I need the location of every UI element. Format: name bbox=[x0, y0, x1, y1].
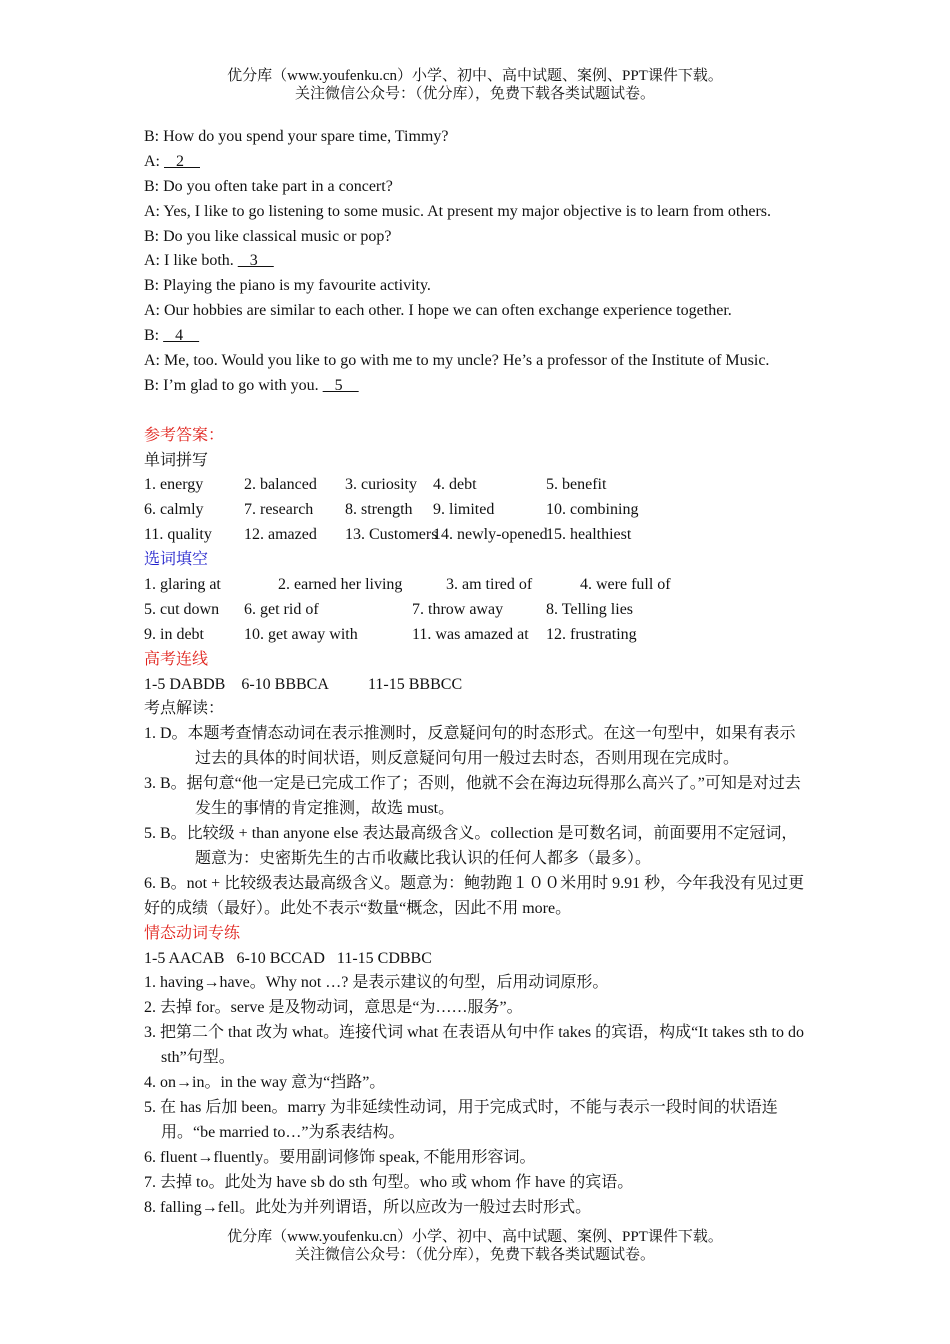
correction-item: 7. 去掉 to。此处为 have sb do sth 句型。who 或 whom 作 have 的宾语。 bbox=[144, 1173, 634, 1191]
speaker-label: A: bbox=[144, 202, 164, 220]
choice-row bbox=[144, 623, 810, 648]
dialogue-text: Playing the piano is my favourite activity. bbox=[163, 277, 431, 295]
dialogue-line bbox=[144, 349, 810, 374]
answer-blank: 3 bbox=[237, 252, 274, 270]
dialogue-line bbox=[144, 175, 810, 200]
spelling-answer: 13. Customers bbox=[345, 526, 438, 544]
choice-answer: 9. in debt bbox=[144, 625, 204, 643]
choice-answer: 12. frustrating bbox=[546, 625, 637, 643]
spelling-row bbox=[144, 523, 810, 548]
spelling-answer: 9. limited bbox=[433, 501, 495, 519]
choice-answer: 11. was amazed at bbox=[412, 625, 529, 643]
speaker-label: B: bbox=[144, 128, 164, 145]
speaker-label: B: bbox=[144, 376, 164, 394]
spelling-answer: 10. combining bbox=[546, 501, 639, 519]
header-line-1: 优分库（www.youfenku.cn）小学、初中、高中试题、案例、PPT课件下载。 bbox=[227, 68, 723, 84]
answer-blank: 4 bbox=[163, 327, 200, 345]
spelling-answer: 3. curiosity bbox=[345, 476, 417, 494]
gaokao-title: 高考连线 bbox=[144, 650, 209, 668]
speaker-label: A: bbox=[144, 352, 164, 370]
choice-row bbox=[144, 598, 810, 623]
corrections-list bbox=[144, 971, 810, 1220]
modal-answers: 1-5 AACAB 6-10 BCCAD 11-15 CDBBC bbox=[144, 949, 432, 967]
spelling-answer: 12. amazed bbox=[244, 526, 317, 544]
analysis-title: 考点解读： bbox=[144, 700, 225, 718]
dialogue-line bbox=[144, 200, 810, 225]
speaker-label: B: bbox=[144, 277, 164, 295]
page-footer bbox=[0, 1228, 950, 1264]
answers-title: 参考答案： bbox=[144, 426, 225, 444]
spelling-answer: 2. balanced bbox=[244, 476, 317, 494]
analysis-list bbox=[144, 722, 810, 871]
correction-item: 2. 去掉 for。serve 是及物动词，意思是“为……服务”。 bbox=[144, 999, 523, 1017]
spelling-row bbox=[144, 473, 810, 498]
speaker-label: A: bbox=[144, 252, 164, 270]
choice-answer: 10. get away with bbox=[244, 625, 358, 643]
choice-answer: 5. cut down bbox=[144, 600, 220, 618]
analysis-item-6: 6. B。not + 比较级表达最高级含义。题意为：鲍勃跑１００米用时 9.91 秒，今年我没有见过更好的成绩（最好）。此处不表示“数量“概念，因此不用 more。 bbox=[144, 874, 805, 917]
dialogue-line bbox=[144, 249, 810, 274]
spelling-title: 单词拼写 bbox=[144, 451, 209, 469]
dialogue-line bbox=[144, 225, 810, 250]
dialogue bbox=[144, 125, 810, 399]
dialogue-text: Me, too. Would you like to go with me to my uncle? He’s a professor of the Institute of Music. bbox=[164, 352, 770, 370]
footer-line-2: 关注微信公众号：（优分库），免费下载各类试题试卷。 bbox=[294, 1247, 655, 1263]
analysis-item: 5. B。比较级 + than anyone else 表达最高级含义。collection 是可数名词，前面要用不定冠词，题意为：史密斯先生的古币收藏比我认识的任何人都多（最多）。 bbox=[144, 825, 798, 867]
correction-item: 5. 在 has 后加 been。marry 为非延续性动词，用于完成式时，不能与表示一段时间的状语连用。“be married to…”为系表结构。 bbox=[144, 1098, 778, 1141]
dialogue-text: How do you spend your spare time, Timmy? bbox=[163, 128, 449, 145]
spelling-answer: 6. calmly bbox=[144, 501, 204, 519]
spelling-answer: 1. energy bbox=[144, 476, 204, 494]
choice-row bbox=[144, 573, 810, 598]
choice-answer: 7. throw away bbox=[412, 600, 504, 618]
dialogue-line bbox=[144, 299, 810, 324]
choice-answer: 2. earned her living bbox=[278, 576, 403, 594]
choice-answer: 3. am tired of bbox=[446, 576, 533, 594]
dialogue-text: I’m glad to go with you. bbox=[163, 376, 323, 394]
choice-answer: 8. Telling lies bbox=[546, 600, 634, 618]
correction-item: 3. 把第二个 that 改为 what。连接代词 what 在表语从句中作 takes 的宾语，构成“It takes sth to do sth”句型。 bbox=[144, 1024, 804, 1067]
dialogue-line bbox=[144, 274, 810, 299]
spelling-answer: 7. research bbox=[244, 501, 314, 519]
gaokao-answers: 1-5 DABDB 6-10 BBBCA 11-15 BBBCC bbox=[144, 675, 463, 693]
spacer bbox=[144, 399, 810, 424]
spelling-answer: 4. debt bbox=[433, 476, 477, 494]
spelling-answer: 5. benefit bbox=[546, 476, 607, 494]
dialogue-line bbox=[144, 125, 810, 150]
header-line-2: 关注微信公众号：（优分库），免费下载各类试题试卷。 bbox=[294, 86, 655, 102]
choice-answer: 4. were full of bbox=[580, 576, 671, 594]
footer-line-1: 优分库（www.youfenku.cn）小学、初中、高中试题、案例、PPT课件下载。 bbox=[227, 1229, 723, 1245]
spelling-answers bbox=[144, 473, 810, 548]
speaker-label: A: bbox=[144, 152, 164, 170]
dialogue-text: Do you often take part in a concert? bbox=[163, 177, 393, 195]
answer-blank: 5 bbox=[322, 376, 359, 394]
dialogue-text: Do you like classical music or pop? bbox=[163, 227, 392, 245]
speaker-label: A: bbox=[144, 302, 164, 320]
dialogue-line bbox=[144, 150, 810, 175]
page-content bbox=[144, 125, 810, 1220]
choice-answers bbox=[144, 573, 810, 648]
spelling-answer: 14. newly-opened bbox=[433, 526, 548, 544]
dialogue-text: Yes, I like to go listening to some music. At present my major objective is to learn from others. bbox=[163, 202, 772, 220]
correction-item: 1. having→have。Why not …? 是表示建议的句型，后用动词原形。 bbox=[144, 974, 609, 992]
spelling-answer: 11. quality bbox=[144, 526, 212, 544]
modal-title: 情态动词专练 bbox=[144, 924, 241, 942]
speaker-label: B: bbox=[144, 327, 164, 345]
page-header bbox=[0, 67, 950, 103]
dialogue-line bbox=[144, 324, 810, 349]
choice-answer: 1. glaring at bbox=[144, 576, 221, 594]
correction-item: 8. falling→fell。此处为并列谓语，所以应改为一般过去时形式。 bbox=[144, 1198, 592, 1216]
dialogue-text: Our hobbies are similar to each other. I hope we can often exchange experience together. bbox=[164, 302, 732, 320]
speaker-label: B: bbox=[144, 177, 164, 195]
spelling-answer: 15. healthiest bbox=[546, 526, 632, 544]
spelling-row bbox=[144, 498, 810, 523]
dialogue-line bbox=[144, 374, 810, 399]
correction-item: 4. on→in。in the way 意为“挡路”。 bbox=[144, 1074, 386, 1092]
correction-item: 6. fluent→fluently。要用副词修饰 speak, 不能用形容词。 bbox=[144, 1148, 536, 1166]
analysis-item: 1. D。本题考查情态动词在表示推测时，反意疑问句的时态形式。在这一句型中，如果有表示过去的具体的时间状语，则反意疑问句用一般过去时态，否则用现在完成时。 bbox=[144, 725, 796, 768]
spelling-answer: 8. strength bbox=[345, 501, 413, 519]
dialogue-text: I like both. bbox=[164, 252, 238, 270]
analysis-item: 3. B。据句意“他一定是已完成工作了；否则，他就不会在海边玩得那么高兴了。”可知是对过去发生的事情的肯定推测，故选 must。 bbox=[144, 775, 801, 818]
choice-title: 选词填空 bbox=[144, 551, 209, 569]
choice-answer: 6. get rid of bbox=[244, 600, 319, 618]
speaker-label: B: bbox=[144, 227, 164, 245]
answer-blank: 2 bbox=[164, 152, 200, 170]
